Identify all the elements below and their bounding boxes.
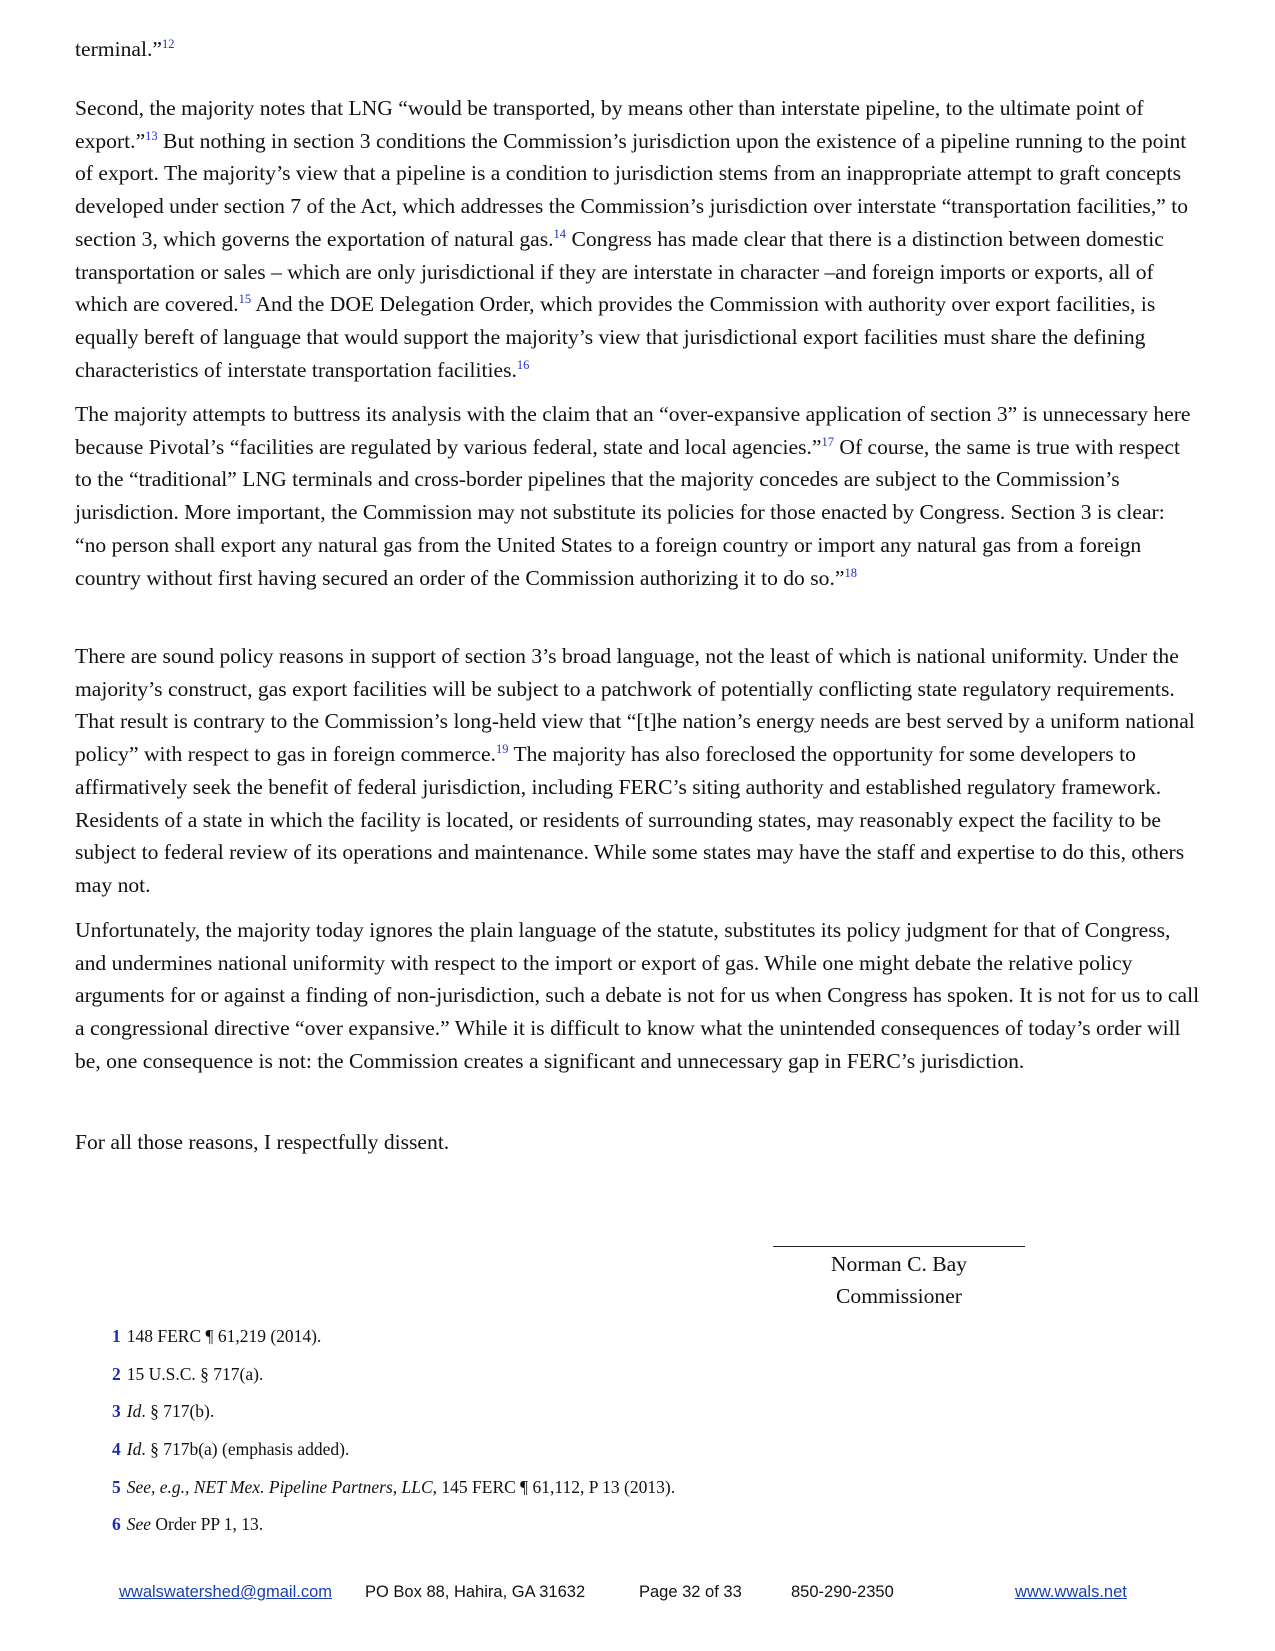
text-segment: And the DOE Delegation Order, which provides the Commission with authority over export facilities, is equally bereft of language that would support the majority’s view that jurisdictional export facilities must share the defining characteristics of interstate transportation facilities. [75,292,1156,382]
paragraph-4 [75,640,1200,902]
text-segment: . § 717(b). [141,1401,215,1422]
footnote-reference[interactable]: 14 [553,226,567,241]
text-segment: There are sound policy reasons in support of section 3’s broad language, not the least of which is national uniformity. Under the majority’s construct, gas export facilities will be subject to a patchwork of potentially conflicting state regulatory requirements. That result is contrary to the Commission’s long-held view that “[t]he nation’s energy needs are best served by a uniform national policy” with respect to gas in foreign commerce. [75,644,1195,767]
footer-phone: 850-290-2350 [791,1583,894,1601]
footnote-reference[interactable]: 13 [145,128,158,143]
text-segment: Of course, the same is true with respect to the “traditional” LNG terminals and cross-border pipelines that the majority concedes are subject to the Commission’s jurisdiction. More important, the Commission may not substitute its policies for those enacted by Congress. Section 3 is clear: “no person shall export any natural gas from the United States to a foreign country or import any natural gas from a foreign country without first having secured an order of the Commission authorizing it to do so.” [75,434,1180,590]
italic-text: LLC [401,1476,433,1497]
text-segment: terminal.” [75,37,162,61]
italic-text: Id [126,1439,142,1460]
footer-email-link[interactable]: wwalswatershed@gmail.com [119,1583,332,1601]
footnote-reference[interactable]: 19 [495,741,509,756]
paragraph-1 [75,33,1200,66]
text-segment: The majority attempts to buttress its analysis with the claim that an “over-expansive application of section 3” is unnecessary here because Pivotal’s “facilities are regulated by various federal, state and local agencies.” [75,402,1191,459]
footnote-item [112,1439,1012,1477]
text-segment: The majority has also foreclosed the opportunity for some developers to affirmatively seek the benefit of federal jurisdiction, including FERC’s siting authority and established regulatory framework. Residents of a state in which the facility is located, or residents of surrounding states, may reasonably expect the facility to be subject to federal review of its operations and maintenance. While some states may have the staff and expertise to do this, others may not. [75,742,1185,897]
italic-text: Id [126,1401,142,1422]
text-segment: For all those reasons, I respectfully dissent. [75,1130,450,1154]
footnote-reference[interactable]: 17 [821,434,834,449]
paragraph-5 [75,914,1200,1078]
signature-line [773,1246,1025,1247]
footnote-number[interactable]: 6 [112,1514,121,1535]
text-segment: Congress has made clear that there is a distinction between domestic transportation or sales – which are only jurisdictional if they are interstate in character –and foreign imports or exports, all of which are covered. [75,226,1164,317]
text-segment: Second, the majority notes that LNG “would be transported, by means other than interstate pipeline, to the ultimate point of export.” [75,96,1144,153]
footnote-reference[interactable]: 15 [238,292,252,307]
footnote-number[interactable]: 1 [112,1326,121,1346]
signature-name: Norman C. Bay [830,1252,968,1276]
italic-text: See, e.g., NET Mex. Pipeline Partners [126,1476,393,1497]
footnotes-list [112,1326,1012,1552]
footer-address: PO Box 88, Hahira, GA 31632 [365,1583,586,1601]
footnote-item [112,1477,1012,1515]
paragraph-6 [75,1126,1200,1159]
footnote-reference[interactable]: 18 [844,565,857,580]
signature-title: Commissioner [836,1284,962,1308]
footer-page-number: Page 32 of 33 [639,1583,742,1601]
footnote-reference[interactable]: 12 [161,36,175,51]
footnote-number[interactable]: 2 [112,1363,121,1384]
text-segment: Unfortunately, the majority today ignores the plain language of the statute, substitutes its policy judgment for that of Congress, and undermines national uniformity with respect to the import or export of gas. While one might debate the relative policy arguments for or against a finding of non-jurisdiction, such a debate is not for us when Congress has spoken. It is not for us to call a congressional directive “over expansive.” While it is difficult to know what the unintended consequences of today’s order will be, one consequence is not: the Commission creates a significant and unnecessary gap in FERC’s jurisdiction. [75,918,1200,1073]
text-segment: 148 FERC ¶ 61,219 (2014). [126,1326,322,1346]
text-segment: , 145 FERC ¶ 61,112, P 13 (2013). [432,1476,676,1497]
text-segment: . § 717b(a) (emphasis added). [141,1439,350,1460]
text-segment: 15 U.S.C. § 717(a). [126,1363,264,1384]
text-segment: , [392,1476,402,1497]
footer-website-link[interactable]: www.wwals.net [1015,1583,1127,1601]
footnote-number[interactable]: 3 [112,1401,121,1422]
text-segment: But nothing in section 3 conditions the Commission’s jurisdiction upon the existence of a pipeline running to the point of export. The majority’s view that a pipeline is a condition to jurisdiction stems from an inappropriate attempt to graft concepts developed under section 7 of the Act, which addresses the Commission’s jurisdiction over interstate “transportation facilities,” to section 3, which governs the exportation of natural gas. [75,128,1189,251]
italic-text: See [126,1514,152,1535]
page-footer [0,1583,1275,1607]
footnote-item [112,1401,1012,1439]
paragraph-2 [75,92,1200,386]
footnote-item [112,1514,1012,1552]
footnote-reference[interactable]: 16 [516,357,530,372]
footnote-item [112,1364,1012,1402]
paragraph-3 [75,398,1200,594]
text-segment: Order PP 1, 13. [151,1514,264,1535]
footnote-number[interactable]: 4 [112,1439,121,1460]
footnote-number[interactable]: 5 [112,1476,121,1497]
footnote-item [112,1326,1012,1364]
